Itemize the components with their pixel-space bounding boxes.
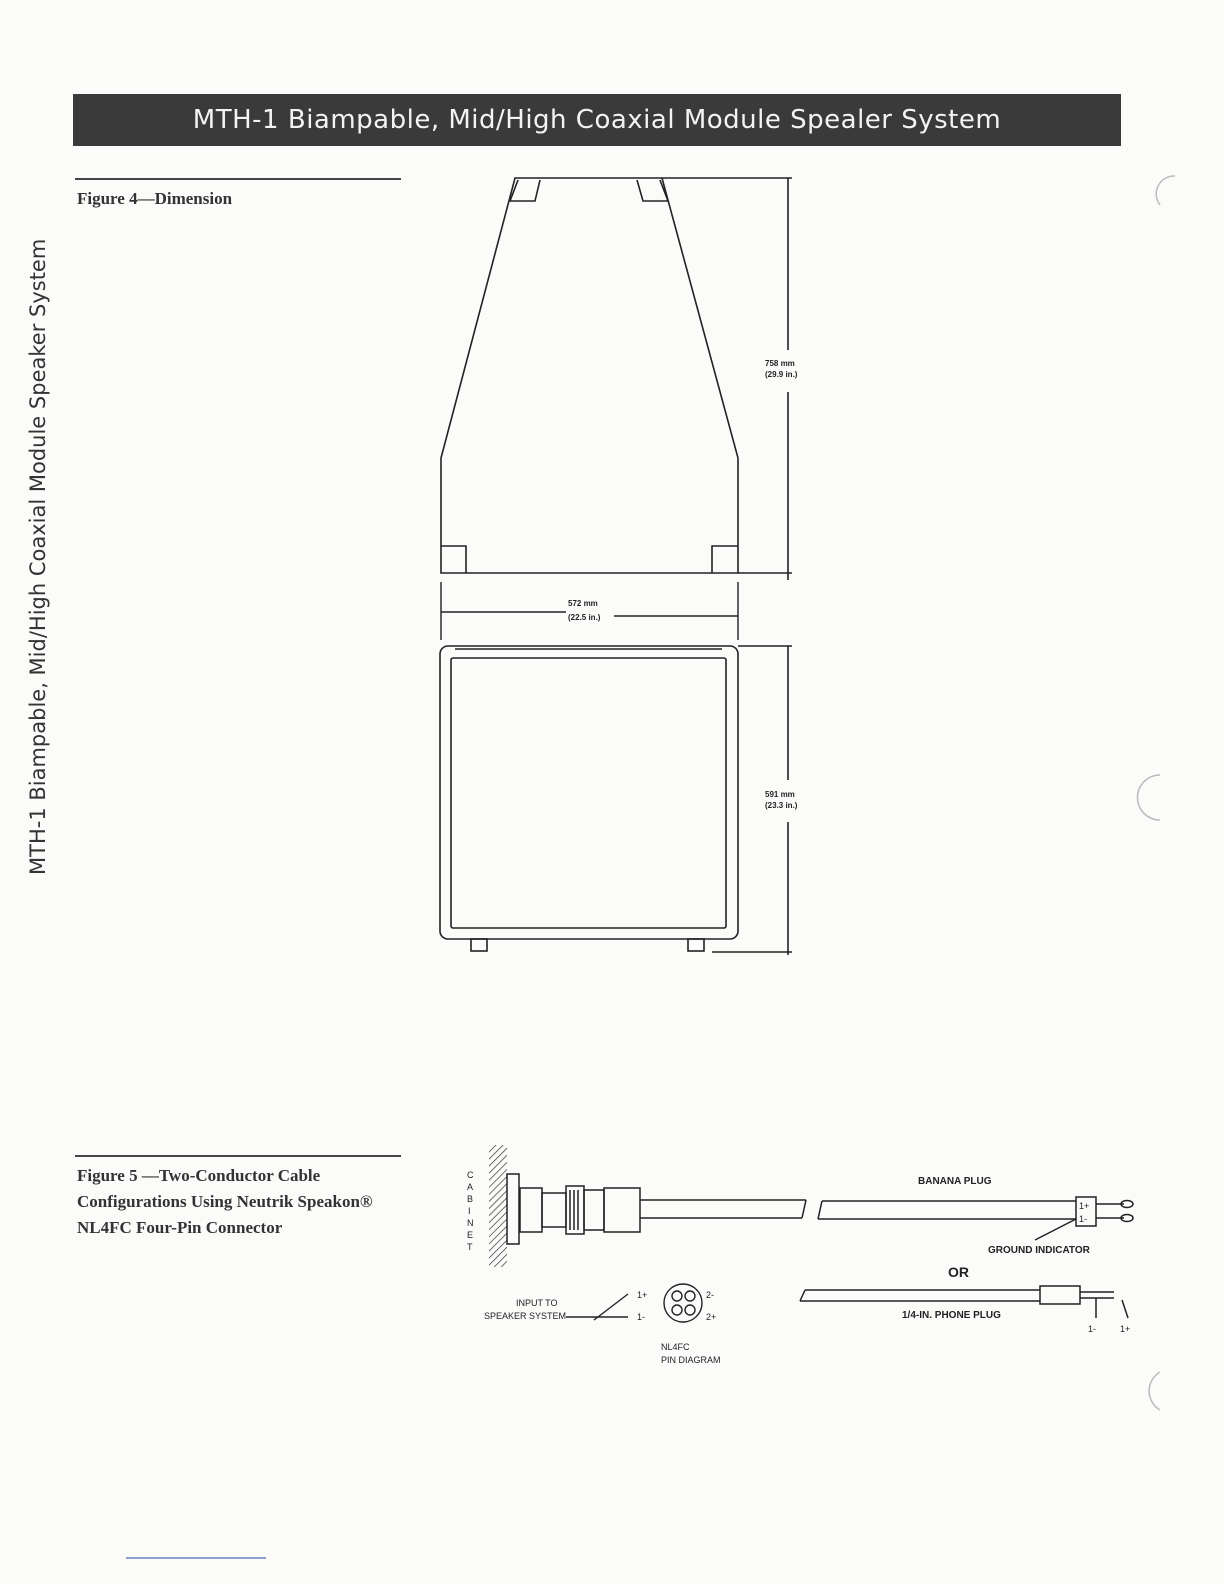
width-dimension (441, 582, 738, 640)
width-in-label: (22.5 in.) (568, 613, 601, 622)
pin-diagram-label-line2: PIN DIAGRAM (661, 1355, 721, 1365)
pin-2plus: 2+ (706, 1312, 717, 1322)
phone-pin-1plus: 1+ (1120, 1324, 1131, 1334)
phone-pin-1minus: 1- (1088, 1324, 1097, 1334)
nl4fc-pin-diagram (566, 1284, 702, 1322)
svg-text:I: I (468, 1206, 471, 1216)
banana-pin-1minus: 1- (1079, 1214, 1088, 1224)
or-label: OR (948, 1264, 969, 1280)
cabinet-letters (467, 1170, 474, 1252)
side-view-drawing (440, 646, 792, 955)
cabinet-wall (489, 1145, 507, 1267)
pin-diagram-label-line1: NL4FC (661, 1342, 690, 1352)
figure4-caption: Figure 4—Dimension (77, 189, 233, 208)
phone-plug-label: 1/4-IN. PHONE PLUG (902, 1310, 1001, 1321)
svg-text:N: N (467, 1218, 474, 1228)
side-running-title: MTH-1 Biampable, Mid/High Coaxial Module Speaker System (26, 238, 50, 875)
figure5-caption-line: Figure 5 —Two-Conductor Cable (77, 1166, 321, 1185)
banana-pin-1plus: 1+ (1079, 1201, 1090, 1211)
input-label-line2: SPEAKER SYSTEM (484, 1311, 567, 1321)
ground-indicator-label: GROUND INDICATOR (988, 1245, 1090, 1256)
svg-text:E: E (467, 1230, 474, 1240)
speakon-connector (507, 1174, 806, 1244)
svg-text:T: T (467, 1242, 473, 1252)
binder-hole-marks (1138, 176, 1176, 1410)
svg-text:C: C (467, 1170, 474, 1180)
height-mm-label: 758 mm (765, 359, 795, 368)
depth-mm-label: 591 mm (765, 790, 795, 799)
figure5-caption-line: Configurations Using Neutrik Speakon® (77, 1192, 373, 1211)
width-mm-label: 572 mm (568, 599, 598, 608)
header-title: MTH-1 Biampable, Mid/High Coaxial Module Spealer System (192, 105, 1002, 135)
front-view-drawing (441, 178, 792, 580)
svg-text:B: B (467, 1194, 474, 1204)
pin-1minus: 1- (637, 1312, 646, 1322)
input-label-line1: INPUT TO (516, 1298, 558, 1308)
pin-1plus: 1+ (637, 1290, 648, 1300)
height-in-label: (29.9 in.) (765, 370, 798, 379)
banana-plug-label: BANANA PLUG (918, 1176, 992, 1187)
svg-text:A: A (467, 1182, 474, 1192)
pin-2minus: 2- (706, 1290, 715, 1300)
figure5-caption-line: NL4FC Four-Pin Connector (77, 1218, 283, 1237)
depth-in-label: (23.3 in.) (765, 801, 798, 810)
